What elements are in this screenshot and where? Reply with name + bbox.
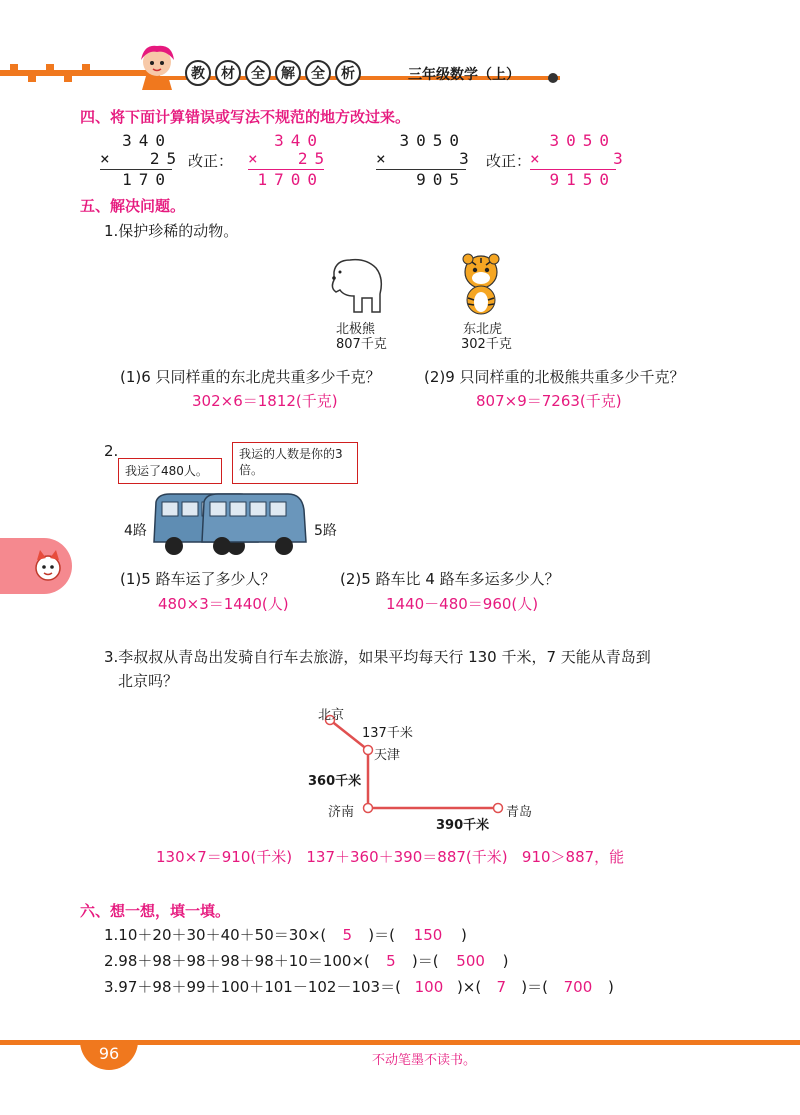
speech-bubble-left: 我运了480人。 <box>118 458 222 484</box>
calc-result: 9150 <box>549 170 616 189</box>
calc-bottom: × 25 <box>248 149 332 168</box>
fill-text: 2.98＋98＋98＋98＋98＋10＝100×( <box>104 952 370 970</box>
footer-motto: 不动笔墨不读书。 <box>372 1053 477 1068</box>
map-distance-1: 137千米 <box>362 726 413 741</box>
page-number: 96 <box>80 1040 138 1070</box>
q2-answer1: 480×3＝1440(人) <box>158 595 289 613</box>
calc-top: 340 <box>122 131 172 150</box>
correct-label: 改正： <box>188 152 234 170</box>
q1-title: 1.保护珍稀的动物。 <box>104 222 239 240</box>
side-tab <box>0 538 72 594</box>
fill-answer: 5 <box>342 926 353 944</box>
header-char: 全 <box>305 60 331 86</box>
q2-sub1: (1)5 路车运了多少人？ <box>120 570 276 588</box>
calc-result: 905 <box>416 170 466 189</box>
bear-weight: 807千克 <box>336 337 387 352</box>
buses-icon <box>150 484 310 560</box>
calc-fix-1 <box>248 131 332 189</box>
fill-text: )＝( <box>368 926 395 944</box>
map-beijing: 北京 <box>318 708 345 723</box>
map-tianjin: 天津 <box>374 748 401 763</box>
q3-answer: 130×7＝910(千米) 137＋360＋390＝887(千米) 910＞887，能 <box>156 848 625 866</box>
fill-line-2 <box>104 950 508 971</box>
map-jinan: 济南 <box>328 805 355 820</box>
fill-text: ) <box>607 978 614 996</box>
fill-answer: 150 <box>413 926 443 944</box>
header-char: 解 <box>275 60 301 86</box>
header-char: 教 <box>185 60 211 86</box>
header-char: 全 <box>245 60 271 86</box>
header-title-chars <box>185 60 361 86</box>
fill-answer: 5 <box>386 952 396 970</box>
q1-sub1: (1)6 只同样重的东北虎共重多少千克？ <box>120 368 381 386</box>
calc-result: 170 <box>122 170 172 189</box>
section5-heading: 五、解决问题。 <box>80 197 186 215</box>
fill-text: 1.10＋20＋30＋40＋50＝30×( <box>104 926 327 944</box>
fill-text: ) <box>460 926 467 944</box>
q3-line1: 3.李叔叔从青岛出发骑自行车去旅游，如果平均每天行 130 千米，7 天能从青岛到 <box>104 648 651 666</box>
map-qingdao: 青岛 <box>506 805 533 820</box>
polar-bear-icon <box>326 254 386 316</box>
fill-line-3 <box>104 976 614 997</box>
fill-text: )×( <box>456 978 482 996</box>
q3-line2: 北京吗？ <box>118 672 179 690</box>
calc-top: 3050 <box>399 131 466 150</box>
q2-number: 2. <box>104 442 119 460</box>
tiger-weight: 302千克 <box>461 337 512 352</box>
calc-fix-2 <box>530 131 630 189</box>
bus-label-left: 4路 <box>124 523 147 539</box>
fill-line-1 <box>104 924 467 945</box>
mascot-girl-icon <box>132 40 182 92</box>
calc-wrong-1 <box>100 131 184 189</box>
calc-bottom: × 3 <box>376 149 476 168</box>
header-subtitle: 三年级数学（上） <box>408 67 520 83</box>
tiger-icon <box>454 252 508 316</box>
correct-label: 改正： <box>486 152 532 170</box>
q1-answer2: 807×9＝7263(千克) <box>476 392 622 410</box>
fill-text: )＝( <box>411 952 439 970</box>
q2-answer2: 1440－480＝960(人) <box>386 595 539 613</box>
q1-sub2: (2)9 只同样重的北极熊共重多少千克？ <box>424 368 685 386</box>
bear-name: 北极熊 <box>336 322 376 337</box>
fill-answer: 100 <box>414 978 444 996</box>
bus-label-right: 5路 <box>314 523 337 539</box>
fill-answer: 700 <box>563 978 593 996</box>
header-char: 材 <box>215 60 241 86</box>
fill-answer: 7 <box>496 978 506 996</box>
speech-bubble-right: 我运的人数是你的3倍。 <box>232 442 358 484</box>
calc-bottom: × 25 <box>100 149 184 168</box>
tiger-name: 东北虎 <box>463 322 503 337</box>
fill-text: 3.97＋98＋99＋100＋101－102－103＝( <box>104 978 401 996</box>
header-char: 析 <box>335 60 361 86</box>
fill-text: ) <box>502 952 509 970</box>
header-banner <box>0 58 800 88</box>
section4-heading: 四、将下面计算错误或写法不规范的地方改过来。 <box>80 108 411 126</box>
map-distance-2: 360千米 <box>308 774 362 789</box>
q1-answer1: 302×6＝1812(千克) <box>192 392 338 410</box>
calc-bottom: × 3 <box>530 149 630 168</box>
calc-top: 3050 <box>549 131 616 150</box>
map-distance-3: 390千米 <box>436 818 490 833</box>
fill-answer: 500 <box>456 952 485 970</box>
calc-top: 340 <box>274 131 324 150</box>
q2-sub2: (2)5 路车比 4 路车多运多少人？ <box>340 570 560 588</box>
fox-mascot-icon <box>28 546 68 586</box>
fill-text: )＝( <box>521 978 548 996</box>
section6-heading: 六、想一想，填一填。 <box>80 902 231 920</box>
calc-wrong-2 <box>376 131 476 189</box>
calc-result: 1700 <box>257 170 324 189</box>
